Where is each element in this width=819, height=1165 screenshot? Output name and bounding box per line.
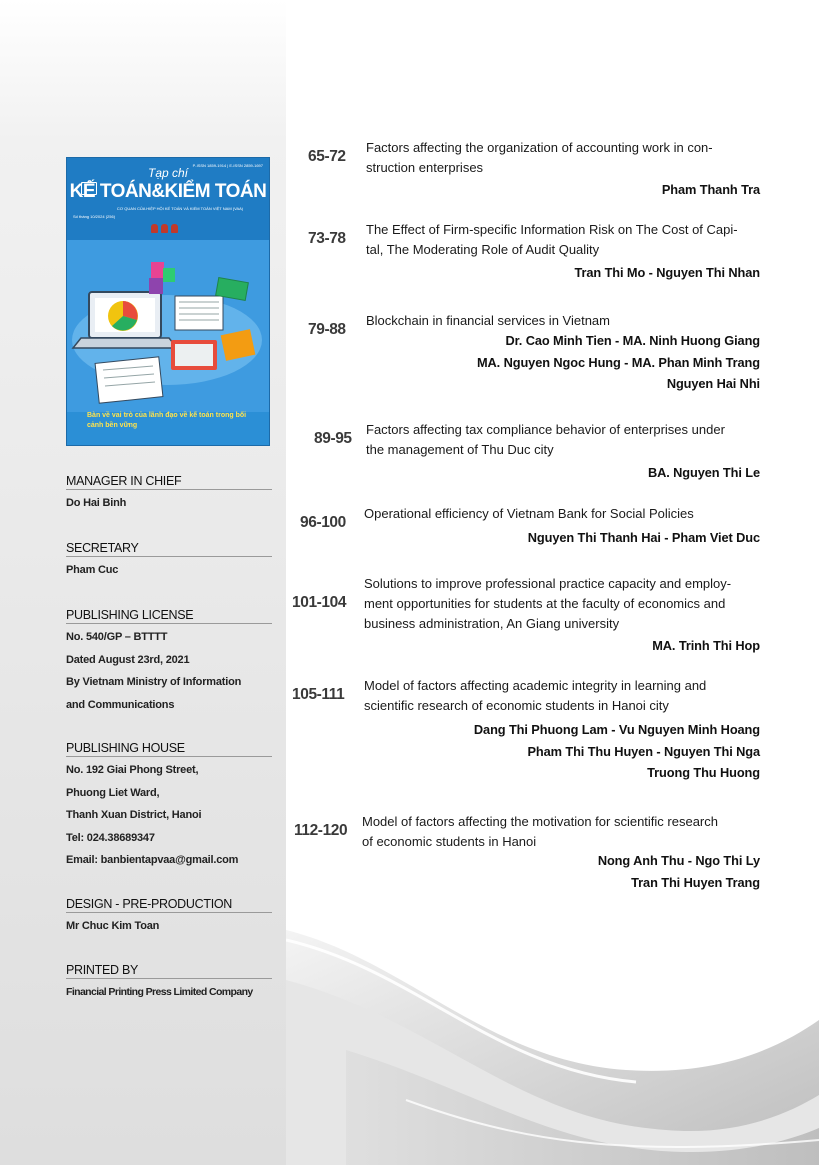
masthead-publishing-house <box>66 741 272 872</box>
page-range: 79-88 <box>308 321 346 338</box>
info-line: Do Hai Binh <box>66 497 127 509</box>
toc-entry <box>290 420 760 484</box>
info-line: No. 192 Giai Phong Street, <box>66 764 199 776</box>
info-line: By Vietnam Ministry of Information <box>66 676 242 688</box>
section-heading: PUBLISHING HOUSE <box>66 741 272 757</box>
email-line: Email: banbientapvaa@gmail.com <box>66 854 239 866</box>
section-heading: PRINTED BY <box>66 963 272 979</box>
toc-entry <box>290 504 760 552</box>
info-line: Phuong Liet Ward, <box>66 786 160 799</box>
page-range: 73-78 <box>308 230 346 247</box>
article-title: Operational efficiency of Vietnam Bank for Social Policies <box>364 506 694 521</box>
toc-entry <box>290 812 760 892</box>
toc-entry <box>290 220 760 284</box>
cover-magazine-prefix: Tạp chí <box>147 166 189 180</box>
article-authors: Nguyen Thi Thanh Hai - Pham Viet Duc <box>527 530 760 545</box>
info-line: Mr Chuc Kim Toan <box>66 920 160 932</box>
article-authors: Dang Thi Phuong Lam - Vu Nguyen Minh Hoang Pham Thi Thu Huyen - Nguyen Thi Nga Truong Thu Huong <box>473 722 760 780</box>
page-range: 101-104 <box>292 594 347 611</box>
masthead-secretary <box>66 541 272 582</box>
section-heading: SECRETARY <box>66 541 272 557</box>
article-title: Model of factors affecting academic integrity in learning and scientific research of economic students in Hanoi city <box>364 678 707 713</box>
section-heading: DESIGN - PRE-PRODUCTION <box>66 897 272 913</box>
info-line: Dated August 23rd, 2021 <box>66 653 190 666</box>
info-line: Pham Cuc <box>66 564 119 576</box>
cover-issn: P-ISSN 1859-1914 | E-ISSN 2859-1697 <box>192 163 263 168</box>
article-title: Solutions to improve professional practice capacity and employ- ment opportunities for students at the faculty of economics and business administration, An Giang university <box>364 576 732 631</box>
cover-magazine-title: KẾ TOÁN&KIỂM TOÁN <box>69 181 267 202</box>
cover-illustration <box>67 240 269 412</box>
section-heading: PUBLISHING LICENSE <box>66 608 272 624</box>
article-title: Factors affecting the organization of accounting work in con- struction enterprises <box>366 140 713 175</box>
magazine-cover <box>66 157 270 446</box>
page-range: 105-111 <box>292 686 345 703</box>
article-title: Factors affecting tax compliance behavior of enterprises under the management of Thu Duc city <box>366 422 725 457</box>
article-authors: Dr. Cao Minh Tien - MA. Ninh Huong Giang MA. Nguyen Ngoc Hung - MA. Phan Minh Trang Nguyen Hai Nhi <box>476 333 760 391</box>
info-line: No. 540/GP – BTTTT <box>66 631 168 643</box>
toc-entry <box>290 676 760 786</box>
info-line: Tel: 024.38689347 <box>66 831 155 844</box>
cover-tagline: Bàn về vai trò của lãnh đạo về kế toán trong bối cảnh bền vững <box>87 412 247 429</box>
section-heading: MANAGER IN CHIEF <box>66 474 272 490</box>
toc-entry <box>290 138 760 202</box>
cover-badges <box>151 220 181 238</box>
decorative-waves <box>286 900 819 1165</box>
page-range: 96-100 <box>300 514 346 531</box>
toc-entry <box>290 574 760 658</box>
masthead-manager <box>66 474 272 515</box>
page-range: 89-95 <box>314 430 352 447</box>
page-range: 112-120 <box>294 822 348 839</box>
masthead-printed-by <box>66 963 272 1004</box>
article-title: Blockchain in financial services in Vietnam <box>366 313 610 328</box>
article-authors: Tran Thi Mo - Nguyen Thi Nhan <box>574 265 760 280</box>
article-authors: Pham Thanh Tra <box>661 182 760 197</box>
masthead-license <box>66 608 272 716</box>
article-title: Model of factors affecting the motivation for scientific research of economic students in Hanoi <box>362 814 718 849</box>
info-line: Financial Printing Press Limited Company <box>66 986 253 998</box>
toc-entry <box>290 311 760 393</box>
article-authors: Nong Anh Thu - Ngo Thi Ly Tran Thi Huyen Trang <box>597 853 760 890</box>
article-authors: BA. Nguyen Thi Le <box>647 465 760 480</box>
info-line: Thanh Xuan District, Hanoi <box>66 809 202 821</box>
article-title: The Effect of Firm-specific Information Risk on The Cost of Capi- tal, The Moderating Role of Audit Quality <box>366 222 738 257</box>
info-line: and Communications <box>66 698 175 711</box>
page-range: 65-72 <box>308 148 346 165</box>
cover-subtitle: CƠ QUAN CỦA HIỆP HỘI KẾ TOÁN VÀ KIỂM TOÁN VIỆT NAM (VAA) <box>116 206 244 211</box>
cover-issue: Số tháng 10/2024 (256) <box>73 214 116 219</box>
masthead-design <box>66 897 272 938</box>
article-authors: MA. Trinh Thi Hop <box>652 638 760 653</box>
